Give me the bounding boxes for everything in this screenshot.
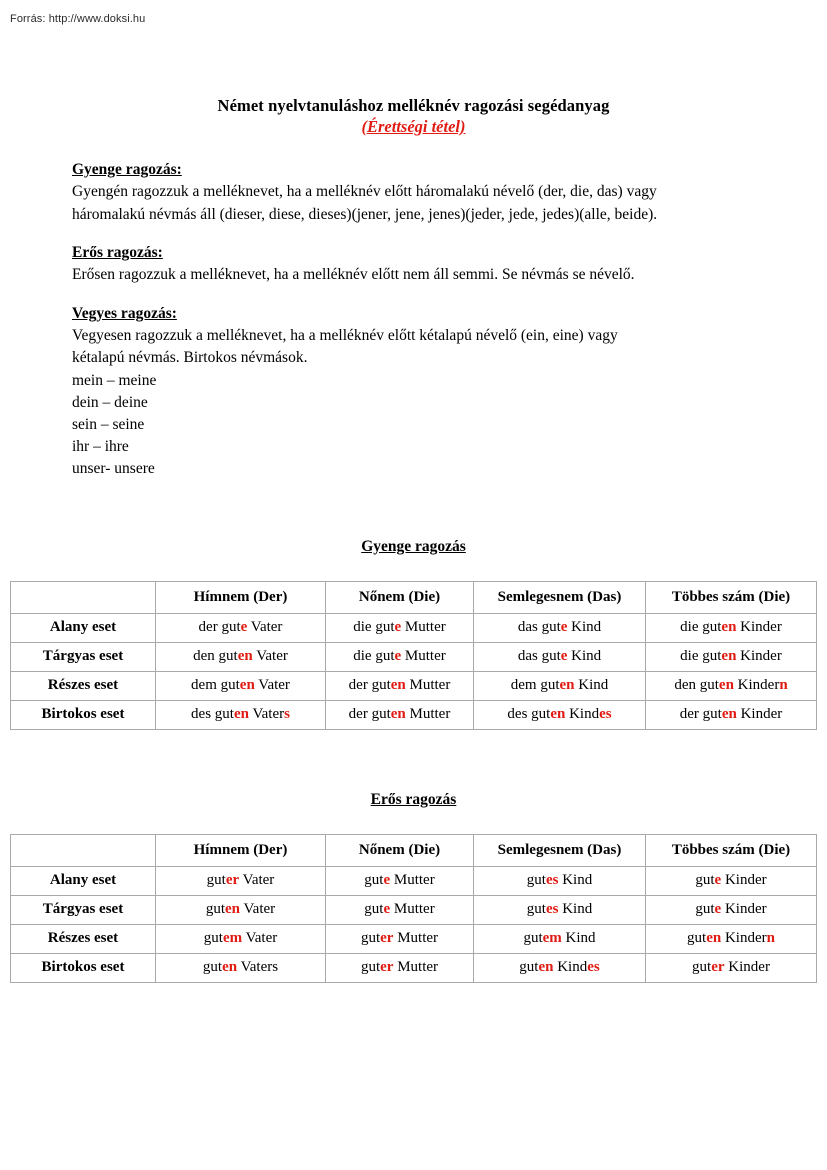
table-cell — [474, 613, 646, 642]
row-header-case: Részes eset — [11, 671, 156, 700]
spacer — [0, 137, 827, 159]
noun-text: Mutter — [393, 959, 439, 975]
adjective-stem: gut — [695, 872, 715, 888]
adjective-stem: gut — [695, 901, 715, 917]
noun-ending: es — [599, 706, 612, 722]
table-cell — [326, 700, 474, 729]
adjective-ending: en — [706, 930, 722, 946]
adjective-stem: gut — [526, 901, 546, 917]
table-row — [11, 642, 817, 671]
column-header-masculine: Hímnem (Der) — [156, 834, 326, 866]
table-cell — [156, 953, 326, 982]
adjective-ending: en — [390, 706, 406, 722]
table-cell — [156, 671, 326, 700]
noun-text: Vater — [247, 619, 283, 635]
noun-ending: es — [587, 959, 600, 975]
noun-text: Kind — [565, 706, 600, 722]
noun-text: Kind — [574, 677, 609, 693]
table-cell — [646, 642, 817, 671]
table-cell — [326, 895, 474, 924]
adjective-stem: dem gut — [510, 677, 560, 693]
noun-text: Kinder — [721, 930, 767, 946]
strong-declension-table — [10, 834, 817, 983]
table-cell — [474, 866, 646, 895]
noun-text: Vaters — [237, 959, 279, 975]
adjective-stem: gut — [687, 930, 707, 946]
spacer — [72, 226, 769, 242]
section-heading: Erős ragozás: — [72, 244, 163, 261]
column-header-feminine: Nőnem (Die) — [326, 834, 474, 866]
spacer — [0, 730, 827, 790]
table-body — [11, 866, 817, 982]
adjective-stem: die gut — [680, 619, 722, 635]
noun-text: Mutter — [390, 901, 435, 917]
adjective-stem: das gut — [517, 648, 561, 664]
source-url-label: Forrás: http://www.doksi.hu — [10, 13, 146, 25]
adjective-ending: en — [721, 706, 737, 722]
table-cell — [646, 613, 817, 642]
adjective-ending: es — [545, 872, 559, 888]
adjective-ending: e — [560, 619, 568, 635]
adjective-stem: gut — [692, 959, 712, 975]
adjective-stem: den gut — [674, 677, 719, 693]
adjective-stem: den gut — [193, 648, 238, 664]
adjective-stem: der gut — [348, 677, 391, 693]
adjective-stem: die gut — [353, 648, 395, 664]
list-item: unser- unsere — [72, 459, 155, 477]
noun-text: Mutter — [393, 930, 439, 946]
list-item: ihr – ihre — [72, 437, 129, 455]
adjective-stem: gut — [205, 901, 226, 917]
adjective-ending: em — [222, 930, 243, 946]
table-cell — [326, 613, 474, 642]
noun-text: Kind — [567, 648, 602, 664]
noun-text: Vater — [240, 901, 276, 917]
section-heading: Gyenge ragozás: — [72, 161, 182, 178]
adjective-stem: gut — [519, 959, 539, 975]
adjective-ending: er — [225, 872, 240, 888]
adjective-ending: en — [721, 648, 737, 664]
adjective-stem: gut — [526, 872, 546, 888]
adjective-ending: em — [542, 930, 562, 946]
adjective-stem: gut — [364, 872, 384, 888]
noun-text: Vater — [242, 930, 278, 946]
adjective-ending: e — [383, 872, 391, 888]
list-item: sein – seine — [72, 415, 145, 433]
noun-text: Kinder — [724, 959, 770, 975]
noun-text: Kinder — [736, 619, 782, 635]
section-line: Erősen ragozzuk a melléknevet, ha a melléknév előtt nem áll semmi. Se névmás se névelő. — [72, 266, 635, 283]
table-caption-strong: Erős ragozás — [370, 790, 457, 808]
table-cell — [646, 866, 817, 895]
noun-text: Kinder — [721, 872, 767, 888]
spacer — [0, 480, 827, 537]
section-heading: Vegyes ragozás: — [72, 304, 177, 322]
adjective-ending: en — [559, 677, 575, 693]
table-cell — [156, 895, 326, 924]
table-cell — [646, 895, 817, 924]
adjective-stem: gut — [364, 901, 384, 917]
adjective-ending: e — [560, 648, 568, 664]
noun-text: Kind — [553, 959, 588, 975]
table-caption-weak: Gyenge ragozás — [361, 537, 466, 555]
column-header-case — [11, 581, 156, 613]
row-header-case: Birtokos eset — [11, 700, 156, 729]
table-header-row — [11, 581, 817, 613]
adjective-ending: en — [239, 677, 255, 693]
table-row — [11, 613, 817, 642]
table-cell — [326, 953, 474, 982]
table-cell — [646, 953, 817, 982]
adjective-stem: das gut — [517, 619, 561, 635]
table-row — [11, 671, 817, 700]
table-cell — [326, 924, 474, 953]
adjective-stem: gut — [202, 959, 223, 975]
noun-text: Kinder — [721, 901, 767, 917]
table-row — [11, 700, 817, 729]
column-header-neuter: Semlegesnem (Das) — [474, 834, 646, 866]
table-cell — [474, 895, 646, 924]
table-cell — [156, 613, 326, 642]
adjective-ending: en — [222, 959, 238, 975]
adjective-ending: en — [233, 706, 249, 722]
table-header-row — [11, 834, 817, 866]
noun-ending: n — [766, 930, 775, 946]
adjective-stem: die gut — [353, 619, 395, 635]
noun-text: Kinder — [733, 677, 780, 693]
adjective-ending: e — [240, 619, 248, 635]
intro-sections — [0, 159, 827, 480]
adjective-stem: die gut — [680, 648, 722, 664]
adjective-ending: en — [538, 959, 554, 975]
spacer — [0, 810, 827, 834]
table-cell — [326, 866, 474, 895]
row-header-case: Részes eset — [11, 924, 156, 953]
noun-text: Kinder — [736, 648, 782, 664]
adjective-stem: dem gut — [191, 677, 240, 693]
adjective-ending: en — [550, 706, 566, 722]
column-header-plural: Többes szám (Die) — [646, 834, 817, 866]
possessive-pronoun-list — [72, 370, 769, 480]
adjective-stem: gut — [523, 930, 543, 946]
section-line: Gyengén ragozzuk a melléknevet, ha a melléknév előtt háromalakú névelő (der, die, das) vagy — [72, 183, 657, 200]
noun-text: Kind — [558, 872, 593, 888]
list-item: mein – meine — [72, 371, 157, 389]
table-row — [11, 924, 817, 953]
noun-text: Kind — [558, 901, 593, 917]
table-cell — [156, 866, 326, 895]
noun-text: Vater — [248, 706, 285, 722]
noun-text: Mutter — [390, 872, 435, 888]
adjective-ending: en — [721, 619, 737, 635]
adjective-stem: der gut — [198, 619, 241, 635]
noun-text: Vater — [254, 677, 290, 693]
section-strong-declension — [72, 242, 769, 287]
section-mixed-declension — [72, 303, 769, 370]
list-item: dein – deine — [72, 393, 148, 411]
noun-ending: n — [779, 677, 788, 693]
column-header-masculine: Hímnem (Der) — [156, 581, 326, 613]
table-cell — [474, 700, 646, 729]
adjective-ending: e — [714, 901, 722, 917]
adjective-ending: en — [225, 901, 241, 917]
adjective-stem: gut — [206, 872, 226, 888]
row-header-case: Alany eset — [11, 866, 156, 895]
noun-text: Mutter — [401, 648, 446, 664]
adjective-stem: gut — [360, 959, 381, 975]
adjective-stem: der gut — [679, 706, 722, 722]
table-cell — [646, 671, 817, 700]
adjective-stem: des gut — [191, 706, 234, 722]
table-cell — [646, 700, 817, 729]
adjective-stem: gut — [360, 930, 381, 946]
noun-ending: s — [284, 706, 290, 722]
column-header-plural: Többes szám (Die) — [646, 581, 817, 613]
column-header-feminine: Nőnem (Die) — [326, 581, 474, 613]
adjective-ending: e — [394, 619, 402, 635]
section-weak-declension — [72, 159, 769, 226]
column-header-case — [11, 834, 156, 866]
section-line: Vegyesen ragozzuk a melléknevet, ha a melléknév előtt kétalapú névelő (ein, eine) vagy — [72, 326, 618, 344]
table-row — [11, 953, 817, 982]
table-cell — [474, 953, 646, 982]
table-cell — [474, 671, 646, 700]
table-cell — [474, 642, 646, 671]
adjective-stem: des gut — [507, 706, 551, 722]
noun-text: Vater — [239, 872, 275, 888]
adjective-ending: er — [711, 959, 725, 975]
spacer — [72, 287, 769, 303]
adjective-ending: e — [383, 901, 391, 917]
adjective-stem: der gut — [348, 706, 391, 722]
page-subtitle: (Érettségi tétel) — [361, 117, 466, 136]
noun-text: Mutter — [405, 706, 451, 722]
column-header-neuter: Semlegesnem (Das) — [474, 581, 646, 613]
table-cell — [326, 671, 474, 700]
adjective-ending: e — [714, 872, 722, 888]
adjective-ending: en — [718, 677, 734, 693]
section-line: háromalakú névmás áll (dieser, diese, dieses)(jener, jene, jenes)(jeder, jede, jedes)(alle, beide). — [72, 205, 658, 223]
table-cell — [646, 924, 817, 953]
adjective-ending: e — [394, 648, 402, 664]
noun-text: Kind — [567, 619, 602, 635]
noun-text: Kind — [561, 930, 596, 946]
adjective-ending: en — [237, 648, 253, 664]
page-title: Német nyelvtanuláshoz melléknév ragozási segédanyag — [217, 96, 610, 115]
row-header-case: Birtokos eset — [11, 953, 156, 982]
noun-text: Mutter — [405, 677, 451, 693]
noun-text: Kinder — [736, 706, 783, 722]
spacer — [0, 557, 827, 581]
table-cell — [326, 642, 474, 671]
adjective-ending: er — [380, 959, 394, 975]
table-row — [11, 895, 817, 924]
section-line: kétalapú névmás. Birtokos névmások. — [72, 349, 308, 366]
table-cell — [156, 642, 326, 671]
adjective-ending: er — [380, 930, 394, 946]
row-header-case: Tárgyas eset — [11, 895, 156, 924]
table-cell — [156, 700, 326, 729]
table-cell — [156, 924, 326, 953]
table-cell — [474, 924, 646, 953]
row-header-case: Tárgyas eset — [11, 642, 156, 671]
table-row — [11, 866, 817, 895]
row-header-case: Alany eset — [11, 613, 156, 642]
table-body — [11, 613, 817, 729]
adjective-stem: gut — [203, 930, 223, 946]
adjective-ending: en — [390, 677, 406, 693]
adjective-ending: es — [545, 901, 559, 917]
weak-declension-table — [10, 581, 817, 730]
noun-text: Vater — [252, 648, 288, 664]
noun-text: Mutter — [401, 619, 446, 635]
